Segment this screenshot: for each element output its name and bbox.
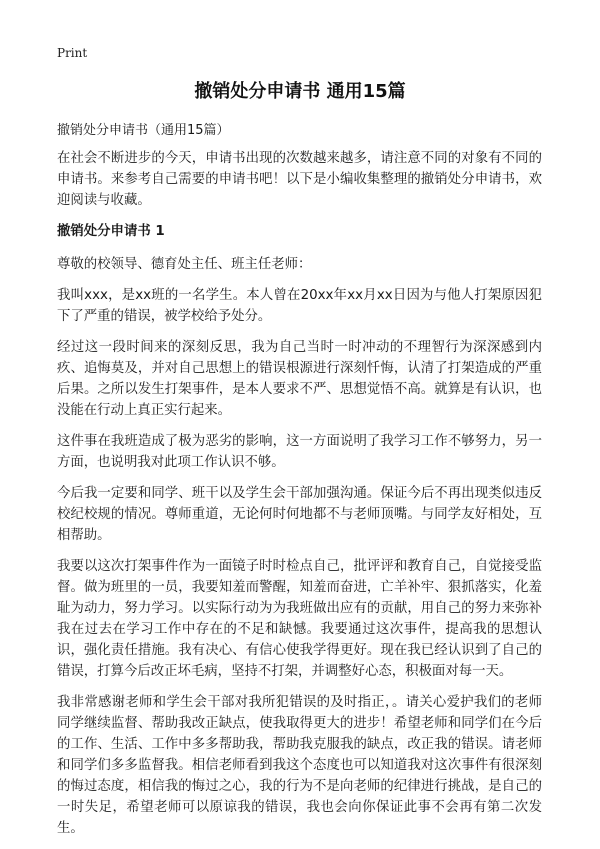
page-title: 撤销处分申请书 通用15篇 [194, 81, 406, 102]
body-paragraph: 这件事在我班造成了极为恶劣的影响，这一方面说明了我学习工作不够努力，另一方面，也说明我对此项工作认识不够。 [57, 434, 542, 470]
body-paragraph: 我非常感谢老师和学生会干部对我所犯错误的及时指正，。请关心爱护我们的老师同学继续监督、帮助我改正缺点，使我取得更大的进步！希望老师和同学们在今后的工作、生活、工作中多多帮助我，帮助我克服我的缺点，改正我的错误。请老师和同学们多多监督我。相信老师看到我这个态度也可以知道我对这次事件有很深刻的悔过态度，相信我的悔过之心，我的行为不是向老师的纪律进行挑战，是自己的一时失足，希望老师可以原谅我的错误，我也会向你保证此事不会再有第二次发生。 [57, 695, 542, 836]
salutation-paragraph: 尊敬的校领导、德育处主任、班主任老师： [57, 257, 312, 272]
body-paragraph: 我要以这次打架事件作为一面镜子时时检点自己，批评评和教育自己，自觉接受监督。做为班里的一员，我要知羞而警醒，知羞而奋进，亡羊补牢、狠抓落实，化羞耻为动力，努力学习。以实际行动为为我班做出应有的贡献，用自己的努力来弥补我在过去在学习工作中存在的不足和缺憾。我要通过这次事件，提高我的思想认识，强化责任措施。我有决心、有信心使我学得更好。现在我已经认识到了自己的错误，打算今后改正坏毛病，坚持不打架，并调整好心态，积极面对每一天。 [57, 559, 542, 679]
intro-paragraph: 在社会不断进步的今天，申请书出现的次数越来越多，请注意不同的对象有不同的申请书。来参考自己需要的申请书吧！以下是小编收集整理的撤销处分申请书，欢迎阅读与收藏。 [57, 151, 542, 208]
print-link[interactable]: Print [57, 46, 88, 60]
article-subtitle: 撤销处分申请书（通用15篇） [57, 123, 230, 138]
section-heading: 撤销处分申请书 1 [57, 224, 165, 239]
body-paragraph: 今后我一定要和同学、班干以及学生会干部加强沟通。保证今后不再出现类似违反校纪校规的情况。尊师重道，无论何时何地都不与老师顶嘴。与同学友好相处，互相帮助。 [57, 486, 542, 543]
body-paragraph: 经过这一段时间来的深刻反思，我为自己当时一时冲动的不理智行为深深感到内疚、追悔莫及，并对自己思想上的错误根源进行深刻忏悔，认清了打架造成的严重后果。之所以发生打架事件，是本人要求不严、思想觉悟不高。就算是有认识，也没能在行动上真正实行起来。 [57, 340, 542, 418]
body-paragraph: 我叫xxx，是xx班的一名学生。本人曾在20xx年xx月xx日因为与他人打架原因犯下了严重的错误，被学校给予处分。 [57, 288, 542, 324]
article-body [57, 121, 542, 849]
